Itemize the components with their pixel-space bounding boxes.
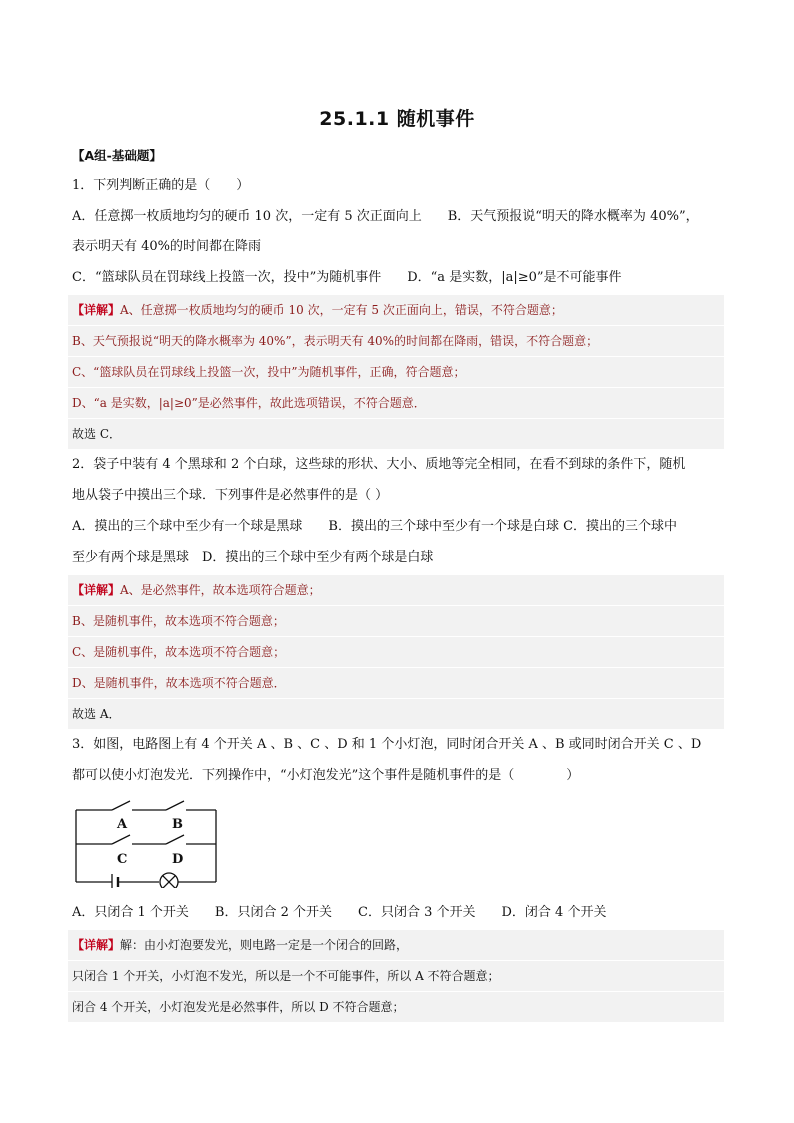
switch-label-d: D [172, 852, 184, 867]
q3-options: A．只闭合 1 个开关 B．只闭合 2 个开关 C．只闭合 3 个开关 D．闭合 4 个开关 [72, 905, 607, 920]
switch-label-a: A [117, 817, 128, 832]
detail-text: A、任意掷一枚质地均匀的硬币 10 次，一定有 5 次正面向上，错误，不符合题意； [120, 303, 563, 317]
switch-label-b: B [172, 817, 183, 832]
q2-detail-b: B、是随机事件，故本选项不符合题意； [68, 606, 724, 636]
q1-options-cd: C．“篮球队员在罚球线上投篮一次，投中”为随机事件 D．“a 是实数，|a|≥0”是不可能事件 [72, 270, 622, 285]
q2-stem-2: 地从袋子中摸出三个球．下列事件是必然事件的是（ ） [72, 488, 389, 503]
page-title: 25.1.1 随机事件 [319, 108, 475, 130]
detail-text: 解：由小灯泡要发光，则电路一定是一个闭合的回路， [120, 938, 409, 952]
q2-detail-a [68, 575, 724, 605]
q1-detail-a [68, 295, 724, 325]
circuit-diagram [72, 796, 222, 888]
switch-a [112, 801, 130, 810]
q3-stem-2: 都可以使小灯泡发光．下列操作中，“小灯泡发光”这个事件是随机事件的是（ ） [72, 768, 580, 783]
switch-c [112, 835, 130, 844]
q1-detail-d: D、“a 是实数，|a|≥0”是必然事件，故此选项错误，不符合题意． [68, 388, 724, 418]
q1-conclusion: 故选 C． [68, 419, 724, 449]
section-heading: 【A组-基础题】 [72, 148, 162, 163]
q2-stem-1: 2．袋子中装有 4 个黑球和 2 个白球，这些球的形状、大小、质地等完全相同，在看不到球的条件下，随机 [72, 457, 686, 472]
q2-conclusion: 故选 A． [68, 699, 724, 729]
q2-detail-d: D、是随机事件，故本选项不符合题意． [68, 668, 724, 698]
switch-label-c: C [117, 852, 128, 867]
q3-detail-1 [68, 930, 724, 960]
switch-b [166, 801, 184, 810]
q1-detail-c: C、“篮球队员在罚球线上投篮一次，投中”为随机事件，正确，符合题意； [68, 357, 724, 387]
q2-options-2: 至少有两个球是黑球 D．摸出的三个球中至少有两个球是白球 [72, 550, 434, 565]
q1-options-ab: A．任意掷一枚质地均匀的硬币 10 次，一定有 5 次正面向上 B．天气预报说“明天的降水概率为 40%”， [72, 209, 699, 224]
q1-stem: 1．下列判断正确的是（ ） [72, 178, 250, 193]
detail-tag: 【详解】 [72, 583, 121, 597]
q3-stem-1: 3．如图，电路图上有 4 个开关 A 、B 、C 、D 和 1 个小灯泡，同时闭合开关 A 、B 或同时闭合开关 C 、D [72, 737, 702, 752]
q3-detail-2: 只闭合 1 个开关，小灯泡不发光，所以是一个不可能事件，所以 A 不符合题意； [68, 961, 724, 991]
detail-tag: 【详解】 [72, 303, 121, 317]
detail-text: A、是必然事件，故本选项符合题意； [120, 583, 321, 597]
switch-d [166, 835, 184, 844]
bulb-icon [160, 873, 178, 888]
q2-options-1: A．摸出的三个球中至少有一个球是黑球 B．摸出的三个球中至少有一个球是白球 C．摸出的三个球中 [72, 519, 678, 534]
q2-detail-c: C、是随机事件，故本选项不符合题意； [68, 637, 724, 667]
detail-tag: 【详解】 [72, 938, 121, 952]
q1-detail-b: B、天气预报说“明天的降水概率为 40%”，表示明天有 40%的时间都在降雨，错误，不符合题意； [68, 326, 724, 356]
q1-option-b-cont: 表示明天有 40%的时间都在降雨 [72, 239, 262, 254]
q3-detail-3: 闭合 4 个开关，小灯泡发光是必然事件，所以 D 不符合题意； [68, 992, 724, 1022]
